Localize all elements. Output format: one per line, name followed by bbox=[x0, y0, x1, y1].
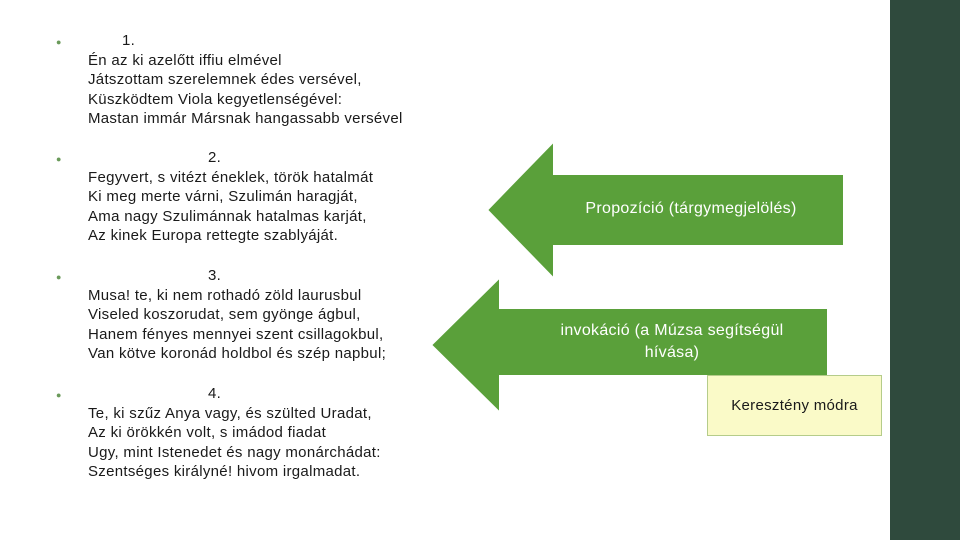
poem-line: Az ki örökkén volt, s imádod fiadat bbox=[88, 424, 327, 441]
poem-line: Musa! te, ki nem rothadó zöld laurusbul bbox=[88, 286, 362, 304]
poem-line: Fegyvert, s vitézt éneklek, török hatalmát bbox=[88, 168, 374, 186]
poem-line: Te, ki szűz Anya vagy, és szülted Uradat, bbox=[88, 404, 372, 422]
poem-line: Szentséges királyné! hivom irgalmadat. bbox=[88, 463, 361, 480]
stanza-3 bbox=[56, 266, 476, 364]
bullet-icon: ● bbox=[56, 154, 62, 164]
poem-line: Ama nagy Szulimánnak hatalmas karját, bbox=[88, 207, 367, 225]
poem-line: Viseled koszorudat, sem gyönge ágbul, bbox=[88, 306, 361, 323]
note-text: Keresztény módra bbox=[731, 397, 858, 414]
poem-line: Hanem fényes mennyei szent csillagokbul, bbox=[88, 325, 384, 343]
bullet-icon: ● bbox=[56, 37, 62, 47]
stanza-2 bbox=[56, 148, 476, 246]
stanza-number: 1. bbox=[122, 32, 136, 49]
poem-line: Az kinek Europa rettegte szablyáját. bbox=[88, 227, 339, 244]
propozicio-arrow bbox=[486, 140, 846, 280]
invokacio-label-line1: invokáció (a Múzsa segítségül bbox=[560, 322, 784, 339]
stanza-number: 2. bbox=[208, 149, 222, 166]
invokacio-label bbox=[516, 320, 828, 364]
poem-line: Küszködtem Viola kegyetlenségével: bbox=[88, 90, 343, 108]
bullet-icon: ● bbox=[56, 272, 62, 282]
stanza-1 bbox=[56, 31, 476, 129]
bullet-icon: ● bbox=[56, 390, 62, 400]
stanza-number: 3. bbox=[208, 267, 222, 284]
propozicio-label: Propozíció (tárgymegjelölés) bbox=[585, 200, 797, 217]
poem-line: Mastan immár Mársnak hangassabb versével bbox=[88, 110, 403, 127]
invokacio-label-line2: hívása) bbox=[644, 344, 700, 361]
poem-line: Van kötve koronád holdbol és szép napbul; bbox=[88, 345, 387, 362]
poem-line: Én az ki azelőtt iffiu elmével bbox=[88, 51, 282, 69]
poem-line: Ki meg merte várni, Szulimán haragját, bbox=[88, 188, 358, 205]
stanza-number: 4. bbox=[208, 385, 222, 402]
right-sidebar-band bbox=[890, 0, 960, 540]
poem-line: Ugy, mint Istenedet és nagy monárchádat: bbox=[88, 443, 381, 461]
stanza-4 bbox=[56, 384, 476, 482]
kereszteny-note-box bbox=[707, 375, 882, 436]
poem-line: Játszottam szerelemnek édes versével, bbox=[88, 71, 362, 88]
